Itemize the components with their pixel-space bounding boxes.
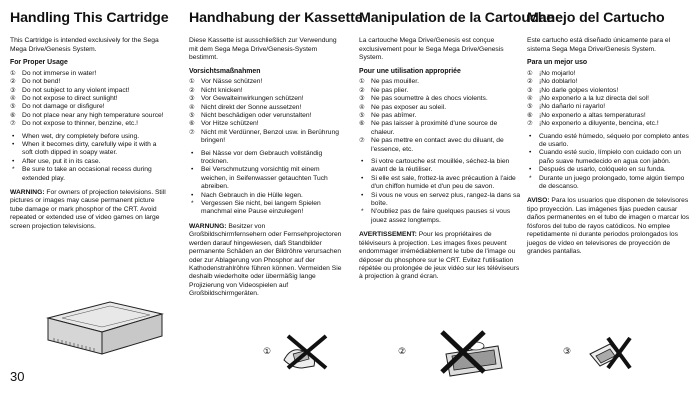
warning-paragraph xyxy=(359,231,521,281)
caution-item: ② Do not bend! xyxy=(10,78,61,86)
no-bend-figure xyxy=(280,332,332,372)
care-list xyxy=(189,150,344,217)
caution-item: ③ Vor Gewalteinwirkungen schützen! xyxy=(189,95,304,103)
caution-item: ④ Ne pas exposer au soleil. xyxy=(359,103,447,111)
intro-text: La cartouche Mega Drive/Genesis est conçue exclusivement pour le Sega Mega Drive/Genesis System. xyxy=(359,37,504,62)
cartridge-illustration xyxy=(40,296,168,360)
subheading: Vorsichtsmaßnahmen xyxy=(189,67,261,75)
warning-label: AVERTISSEMENT: xyxy=(359,231,417,239)
caution-item: ⑤ Do not damage or disfigure! xyxy=(10,103,105,111)
care-list xyxy=(527,133,693,192)
caution-item: ⑥ Ne pas laisser à proximité d'une source de chaleur. xyxy=(359,120,498,136)
warning-text: Para los usuarios que disponen de televisores tipo proyección. Las imágenes fijas pueden causar daños permanentes en el tubo de imagen o marcar los fósforos del tubo de rayos catódicos. No emplee repetidamente ni durante periodos prolongados los juegos de vídeo en televisores de proyección de grandes pantallas. xyxy=(527,197,690,255)
care-item: * Vergessen Sie nicht, bei langem Spielen manchmal eine Pause einzulegen! xyxy=(191,200,321,216)
column-english xyxy=(10,10,168,231)
care-item: * N'oubliez pas de faire quelques pauses si vous jouez assez longtemps. xyxy=(361,208,511,224)
caution-list xyxy=(359,78,521,154)
page-number: 30 xyxy=(10,369,25,384)
caution-list xyxy=(189,78,344,145)
care-item: • Bei Verschmutzung vorsichtig mit einem weichen, in Seifenwasser getauchten Tuch abreiben. xyxy=(191,166,328,191)
care-item: * Durante un juego prolongado, tome algún tiempo de descanso. xyxy=(529,174,685,191)
caution-item: ⑤ Nicht beschädigen oder verunstalten! xyxy=(189,112,312,119)
caution-item: ③ Ne pas soumettre à des chocs violents. xyxy=(359,95,488,103)
intro-text: Este cartucho está diseñado únicamente para el sistema Sega Mega Drive/Genesis System. xyxy=(527,37,671,53)
caution-item: ⑦ Do not expose to thinner, benzine, etc.! xyxy=(10,120,138,128)
caution-item: ① Ne pas mouiller. xyxy=(359,78,419,86)
care-item: * Be sure to take an occasional recess during extended play. xyxy=(12,166,152,182)
caution-list xyxy=(10,70,168,129)
care-item: • When it becomes dirty, carefully wipe it with a soft cloth dipped in soapy water. xyxy=(12,141,157,157)
caution-item: ① ¡No mojarlo! xyxy=(527,69,576,77)
section-title: Handhabung der Kassette xyxy=(189,10,363,26)
caution-item: ② Nicht knicken! xyxy=(189,86,243,94)
figure-label: ② xyxy=(398,346,407,356)
warning-text: Pour les propriétaires de téléviseurs à projection. Les images fixes peuvent endommager irrémédiablement le tube de l'image ou déposer du phosphore sur le CRT. Evitez l'utilisation répétée ou prolongée de jeux vidéo sur les téléviseurs à projection à grand écran. xyxy=(359,231,520,281)
column-spanish xyxy=(527,10,693,256)
section-title: Manipulation de la Cartouche xyxy=(359,10,555,26)
care-item: • Cuando esté húmedo, séquelo por completo antes de usarlo. xyxy=(529,132,689,149)
section-title: Handling This Cartridge xyxy=(10,10,169,26)
warning-paragraph xyxy=(10,189,168,231)
caution-item: ⑦ Ne pas mettre en contact avec du diluant, de l'essence, etc. xyxy=(359,137,504,153)
care-item: • Cuando esté sucio, límpielo con cuidado con un paño suave humedecido en agua con jabón. xyxy=(529,149,682,165)
warning-text: For owners of projection televisions. Still pictures or images may cause permanent picture tube damage or mark phosphor of the CRT. Avoid repeated or extended use of video games on large screen projection televisions. xyxy=(10,189,166,230)
warning-label: WARNUNG: xyxy=(189,222,227,230)
caution-item: ④ Do not expose to direct sunlight! xyxy=(10,95,118,102)
subheading: Para un mejor uso xyxy=(527,59,588,67)
caution-list xyxy=(527,70,693,129)
warning-label: WARNING: xyxy=(10,189,45,197)
care-item: • Si vous ne vous en servez plus, rangez-la dans sa boîte. xyxy=(361,191,521,208)
figure-label: ③ xyxy=(563,346,572,356)
warning-label: AVISO: xyxy=(527,197,550,205)
caution-item: ④ ¡No exponerlo a la luz directa del sol! xyxy=(527,95,650,102)
warning-paragraph xyxy=(527,197,693,256)
no-impact-figure xyxy=(584,334,634,374)
figure-label: ① xyxy=(263,346,272,356)
caution-item: ⑤ Ne pas abîmer. xyxy=(359,112,417,119)
caution-item: ⑥ ¡No exponerlo a altas temperaturas! xyxy=(527,111,646,119)
care-item: • When wet, dry completely before using. xyxy=(12,132,140,140)
caution-item: ③ Do not subject to any violent impact! xyxy=(10,86,130,94)
care-item: • Bei Nässe vor dem Gebrauch vollständig trocknen. xyxy=(191,149,323,166)
warning-paragraph xyxy=(189,223,344,299)
section-title: Manejo del Cartucho xyxy=(527,10,665,26)
care-item: • After use, put it in its case. xyxy=(12,157,101,165)
care-list xyxy=(359,158,521,225)
intro-text: This Cartridge is intended exclusively for the Sega Mega Drive/Genesis System. xyxy=(10,37,159,53)
column-german xyxy=(189,10,363,299)
caution-item: ⑦ ¡No exponerlo a diluyente, bencina, etc.! xyxy=(527,120,659,128)
caution-item: ② Ne pas plier. xyxy=(359,86,409,94)
care-item: • Nach Gebrauch in die Hülle legen. xyxy=(191,191,303,199)
caution-item: ① Vor Nässe schützen! xyxy=(189,78,263,86)
warning-text: Besitzer von Großbildschirmfernsehern oder Fernsehprojectoren werden darauf hingewiesen, daß Standbilder permanente Schäden an der Bildröhre verursachen oder zur Ablagerung von Phosphor auf der Kathodenstrahlröhre führen können. Vermeiden Sie deshalb wiederholte oder übermäßig lange Projizierung von Videospielen auf Großbildschirmgeräten. xyxy=(189,222,342,298)
caution-item: ⑦ Nicht mit Verdünner, Benzol usw. in Berührung bringen! xyxy=(189,128,339,145)
caution-item: ① Do not immerse in water! xyxy=(10,69,97,77)
subheading: Pour une utilisation appropriée xyxy=(359,67,461,75)
care-item: • Si elle est sale, frottez-la avec précaution à l'aide d'un chiffon humide et d'un peu de savon. xyxy=(361,174,516,191)
care-item: • Después de usarlo, colóquelo en su funda. xyxy=(529,166,666,174)
subheading: For Proper Usage xyxy=(10,59,68,67)
caution-item: ② ¡No doblarlo! xyxy=(527,78,578,86)
caution-item: ⑤ ¡No dañarlo ni rayarlo! xyxy=(527,103,606,111)
no-water-figure xyxy=(428,328,512,380)
caution-item: ③ ¡No darle golpes violentos! xyxy=(527,86,619,94)
caution-item: ⑥ Do not place near any high temperature source! xyxy=(10,111,164,119)
caution-item: ⑥ Vor Hitze schützen! xyxy=(189,120,259,128)
care-list xyxy=(10,133,168,183)
caution-item: ④ Nicht direkt der Sonne aussetzen! xyxy=(189,103,302,111)
care-item: • Si votre cartouche est mouillée, séchez-la bien avant de la réutiliser. xyxy=(361,158,510,174)
intro-text: Diese Kassette ist ausschließlich zur Verwendung mit dem Sega Mega Drive/Genesis-System bestimmt. xyxy=(189,37,337,62)
